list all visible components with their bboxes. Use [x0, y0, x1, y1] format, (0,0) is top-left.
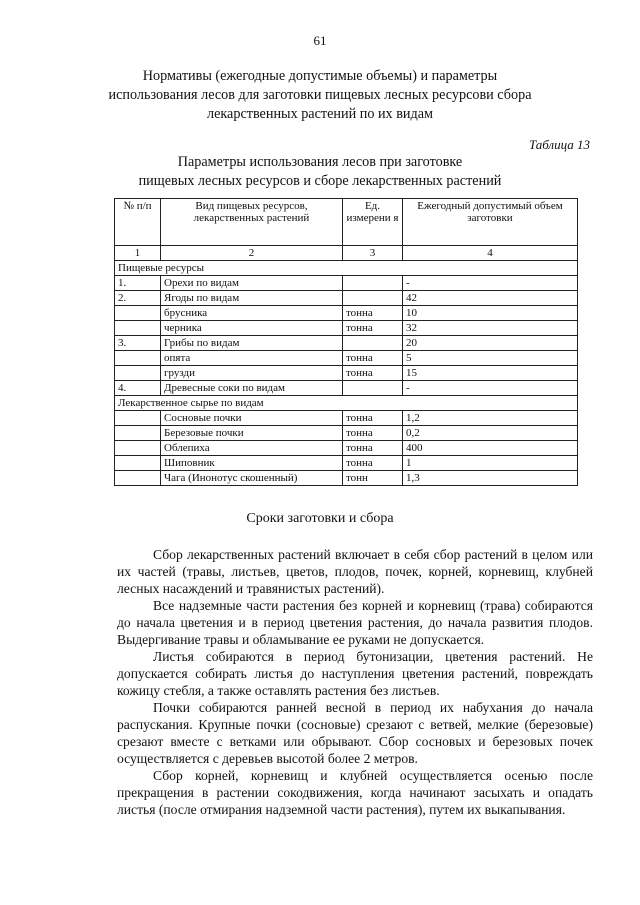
paragraph: Сбор корней, корневищ и клубней осуществляется осенью после прекращения в растении сокодвижения, когда начинают засыхать и опадать листья (после отмирания надземной части растения), путем их выкапывания.: [117, 768, 593, 817]
caption-line: пищевых лесных ресурсов и сборе лекарственных растений: [138, 173, 502, 189]
table-row: [115, 381, 578, 396]
cell-unit: тонна: [343, 411, 403, 426]
cell-resource-name: Березовые почки: [161, 426, 343, 441]
table-section-row: [115, 261, 578, 276]
cell-number: [115, 306, 161, 321]
cell-volume: 20: [403, 336, 578, 351]
cell-resource-name: грузди: [161, 366, 343, 381]
table-row: [115, 351, 578, 366]
cell-volume: 5: [403, 351, 578, 366]
table-row: [115, 366, 578, 381]
table-row: [115, 456, 578, 471]
table-row: [115, 471, 578, 486]
cell-volume: 32: [403, 321, 578, 336]
table-row: [115, 276, 578, 291]
cell-number: [115, 471, 161, 486]
cell-volume: 1,2: [403, 411, 578, 426]
cell-resource-name: черника: [161, 321, 343, 336]
cell-resource-name: Орехи по видам: [161, 276, 343, 291]
table-row: [115, 441, 578, 456]
table-row: [115, 336, 578, 351]
cell-unit: [343, 276, 403, 291]
column-number-row: [115, 246, 578, 261]
cell-number: 4.: [115, 381, 161, 396]
cell-unit: тонна: [343, 441, 403, 456]
header-annual-volume: Ежегодный допустимый объем заготовки: [403, 199, 578, 246]
cell-volume: 1,3: [403, 471, 578, 486]
table-caption: [115, 153, 525, 191]
column-number: 3: [343, 246, 403, 261]
table-row: [115, 426, 578, 441]
cell-number: [115, 456, 161, 471]
column-number: 4: [403, 246, 578, 261]
cell-volume: 15: [403, 366, 578, 381]
table-section-row: [115, 396, 578, 411]
cell-unit: тонна: [343, 426, 403, 441]
table-row: [115, 411, 578, 426]
header-unit: Ед. измерени я: [343, 199, 403, 246]
cell-volume: 0,2: [403, 426, 578, 441]
table-row: [115, 321, 578, 336]
paragraph: Листья собираются в период бутонизации, цветения растений. Не допускается собирать листья до наступления цветения растений, повреждать кожицу стебля, а также оставлять растения без листьев.: [117, 649, 593, 698]
cell-unit: тонна: [343, 306, 403, 321]
cell-unit: [343, 336, 403, 351]
cell-number: 2.: [115, 291, 161, 306]
cell-number: [115, 426, 161, 441]
cell-unit: [343, 381, 403, 396]
cell-number: 1.: [115, 276, 161, 291]
table-row: [115, 306, 578, 321]
parameters-table: [114, 198, 578, 486]
cell-number: [115, 366, 161, 381]
cell-resource-name: Сосновые почки: [161, 411, 343, 426]
cell-resource-name: опята: [161, 351, 343, 366]
cell-volume: -: [403, 276, 578, 291]
column-number: 1: [115, 246, 161, 261]
cell-volume: 1: [403, 456, 578, 471]
cell-number: [115, 411, 161, 426]
cell-resource-name: Чага (Инонотус скошенный): [161, 471, 343, 486]
caption-line: Параметры использования лесов при заготовке: [177, 154, 463, 170]
cell-number: [115, 351, 161, 366]
title-line: лекарственных растений по их видам: [207, 106, 433, 122]
header-resource-type: Вид пищевых ресурсов, лекарственных растений: [161, 199, 343, 246]
table-header-row: [115, 199, 578, 246]
cell-unit: тонн: [343, 471, 403, 486]
body-text: [117, 546, 593, 818]
cell-resource-name: Древесные соки по видам: [161, 381, 343, 396]
section-heading: Сроки заготовки и сбора: [246, 511, 394, 526]
cell-number: 3.: [115, 336, 161, 351]
title-line: использования лесов для заготовки пищевых лесных ресурсови сбора: [108, 87, 532, 103]
paragraph: Почки собираются ранней весной в период их набухания до начала распускания. Крупные почки (сосновые) срезают с ветвей, мелкие (березовые) срезают вместе с ветками или обрывают. Сбор сосновых и березовых почек осуществляется с деревьев высотой более 2 метров.: [117, 700, 593, 766]
cell-resource-name: Ягоды по видам: [161, 291, 343, 306]
cell-number: [115, 441, 161, 456]
table-body: [115, 261, 578, 486]
cell-resource-name: Облепиха: [161, 441, 343, 456]
document-title: [100, 67, 540, 124]
column-number: 2: [161, 246, 343, 261]
cell-unit: тонна: [343, 321, 403, 336]
table-row: [115, 291, 578, 306]
cell-unit: тонна: [343, 351, 403, 366]
page-number: 61: [313, 33, 327, 48]
cell-unit: [343, 291, 403, 306]
section-label: Пищевые ресурсы: [115, 261, 578, 276]
cell-resource-name: Шиповник: [161, 456, 343, 471]
cell-volume: 42: [403, 291, 578, 306]
header-number: № п/п: [115, 199, 161, 246]
title-line: Нормативы (ежегодные допустимые объемы) и параметры: [142, 68, 498, 84]
cell-unit: тонна: [343, 366, 403, 381]
paragraph: Сбор лекарственных растений включает в себя сбор растений в целом или их частей (травы, листьев, цветов, плодов, почек, корней, корневищ, клубней лесных насаждений и травянистых растений).: [117, 547, 593, 596]
cell-resource-name: брусника: [161, 306, 343, 321]
paragraph: Все надземные части растения без корней и корневищ (трава) собираются до начала цветения и в период цветения растения, до начала развития плодов. Выдергивание травы и обламывание ее руками не допускается.: [117, 598, 593, 647]
cell-volume: 400: [403, 441, 578, 456]
cell-number: [115, 321, 161, 336]
table-label: Таблица 13: [528, 137, 590, 152]
section-label: Лекарственное сырье по видам: [115, 396, 578, 411]
cell-volume: -: [403, 381, 578, 396]
cell-resource-name: Грибы по видам: [161, 336, 343, 351]
cell-volume: 10: [403, 306, 578, 321]
cell-unit: тонна: [343, 456, 403, 471]
